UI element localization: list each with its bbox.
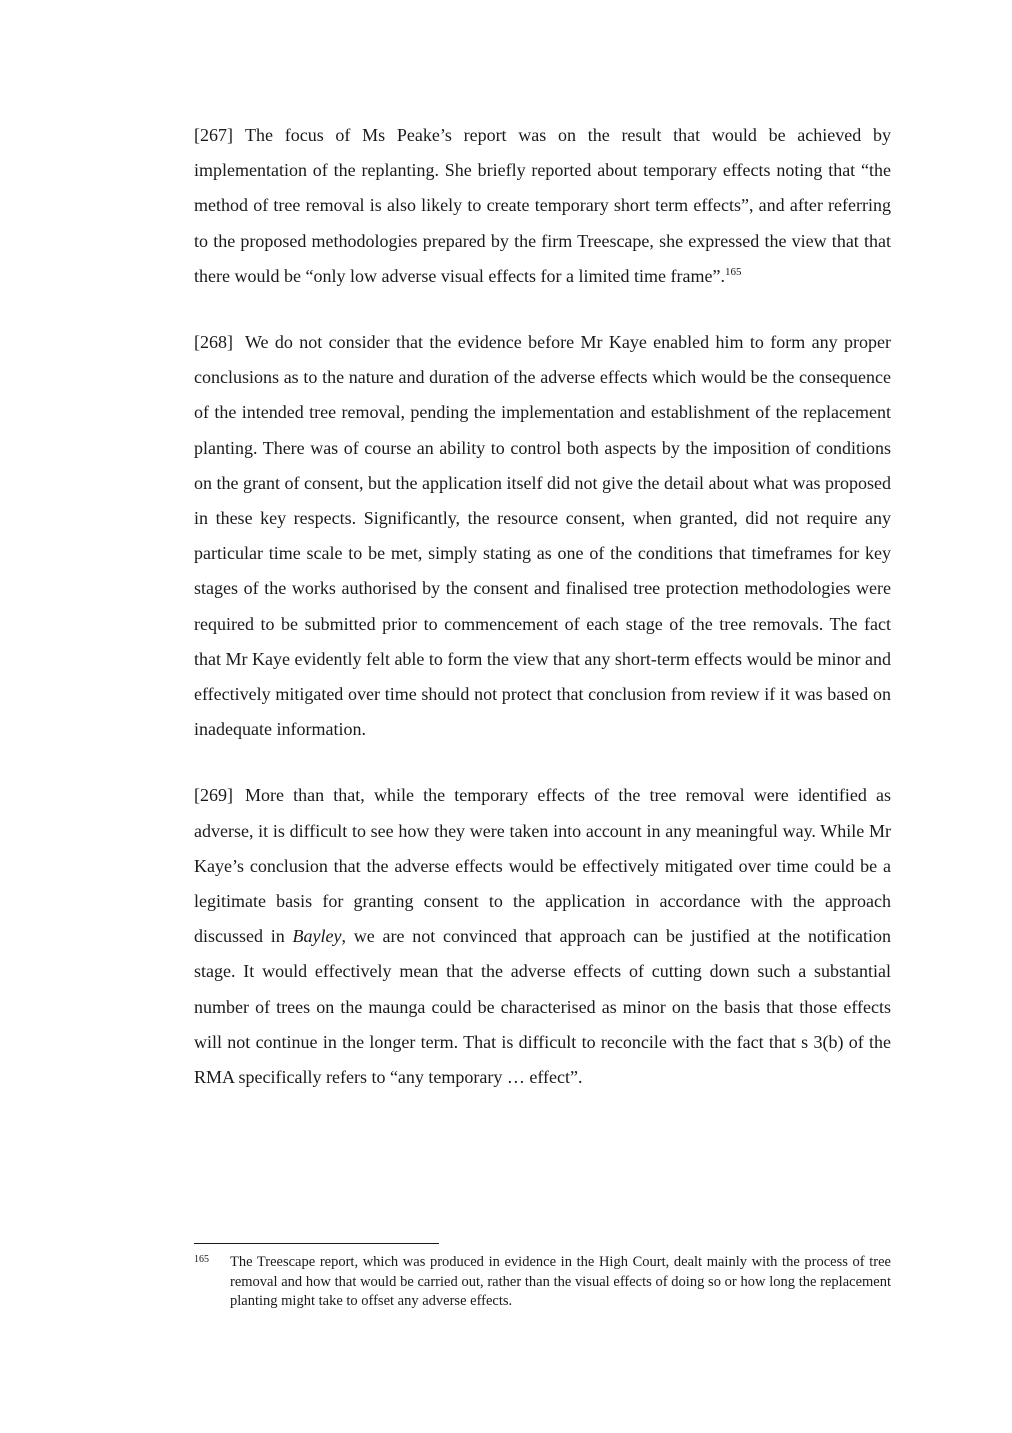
case-name-italic: Bayley <box>292 926 342 947</box>
footnote-165 <box>194 1253 891 1312</box>
judgment-body <box>194 118 891 1126</box>
footnote-reference[interactable]: 165 <box>724 265 742 278</box>
paragraph-text-continued: , we are not convinced that approach can be justified at the notification stage. It would effectively mean that the adverse effects of cutting down such a substantial number of trees on the maunga could be characterised as minor on the basis that those effects will not continue in the longer term. That is difficult to reconcile with the fact that s 3(b) of the RMA specifically refers to “any temporary … effect”. <box>194 926 891 1088</box>
paragraph-text: The focus of Ms Peake’s report was on the result that would be achieved by implementation of the replanting. She briefly reported about temporary effects noting that “the method of tree removal is also likely to create temporary short term effects”, and after referring to the proposed methodologies prepared by the firm Treescape, she expressed the view that that there would be “only low adverse visual effects for a limited time frame”. <box>194 125 891 286</box>
paragraph-269 <box>194 778 891 1095</box>
paragraph-text: We do not consider that the evidence before Mr Kaye enabled him to form any proper conclusions as to the nature and duration of the adverse effects which would be the consequence of the intended tree removal, pending the implementation and establishment of the replacement planting. There was of course an ability to control both aspects by the imposition of conditions on the grant of consent, but the application itself did not give the detail about what was proposed in these key respects. Significantly, the resource consent, when granted, did not require any particular time scale to be met, simply stating as one of the conditions that timeframes for key stages of the works authorised by the consent and finalised tree protection methodologies were required to be submitted prior to commencement of each stage of the tree removals. The fact that Mr Kaye evidently felt able to form the view that any short-term effects would be minor and effectively mitigated over time should not protect that conclusion from review if it was based on inadequate information. <box>194 332 891 740</box>
paragraph-number: [269] <box>194 785 233 806</box>
footnote-text: The Treescape report, which was produced in evidence in the High Court, dealt mainly with the process of tree removal and how that would be carried out, rather than the visual effects of doing so or how long the replacement planting might take to offset any adverse effects. <box>230 1254 891 1309</box>
footnote-number: 165 <box>194 1254 209 1265</box>
paragraph-number: [268] <box>194 332 233 353</box>
paragraph-number: [267] <box>194 125 233 145</box>
paragraph-text: More than that, while the temporary effects of the tree removal were identified as adverse, it is difficult to see how they were taken into account in any meaningful way. While Mr Kaye’s conclusion that the adverse effects would be effectively mitigated over time could be a legitimate basis for granting consent to the application in accordance with the approach discussed in <box>194 785 891 947</box>
footnote-divider <box>194 1243 439 1244</box>
paragraph-268 <box>194 325 891 747</box>
paragraph-267 <box>194 118 891 294</box>
